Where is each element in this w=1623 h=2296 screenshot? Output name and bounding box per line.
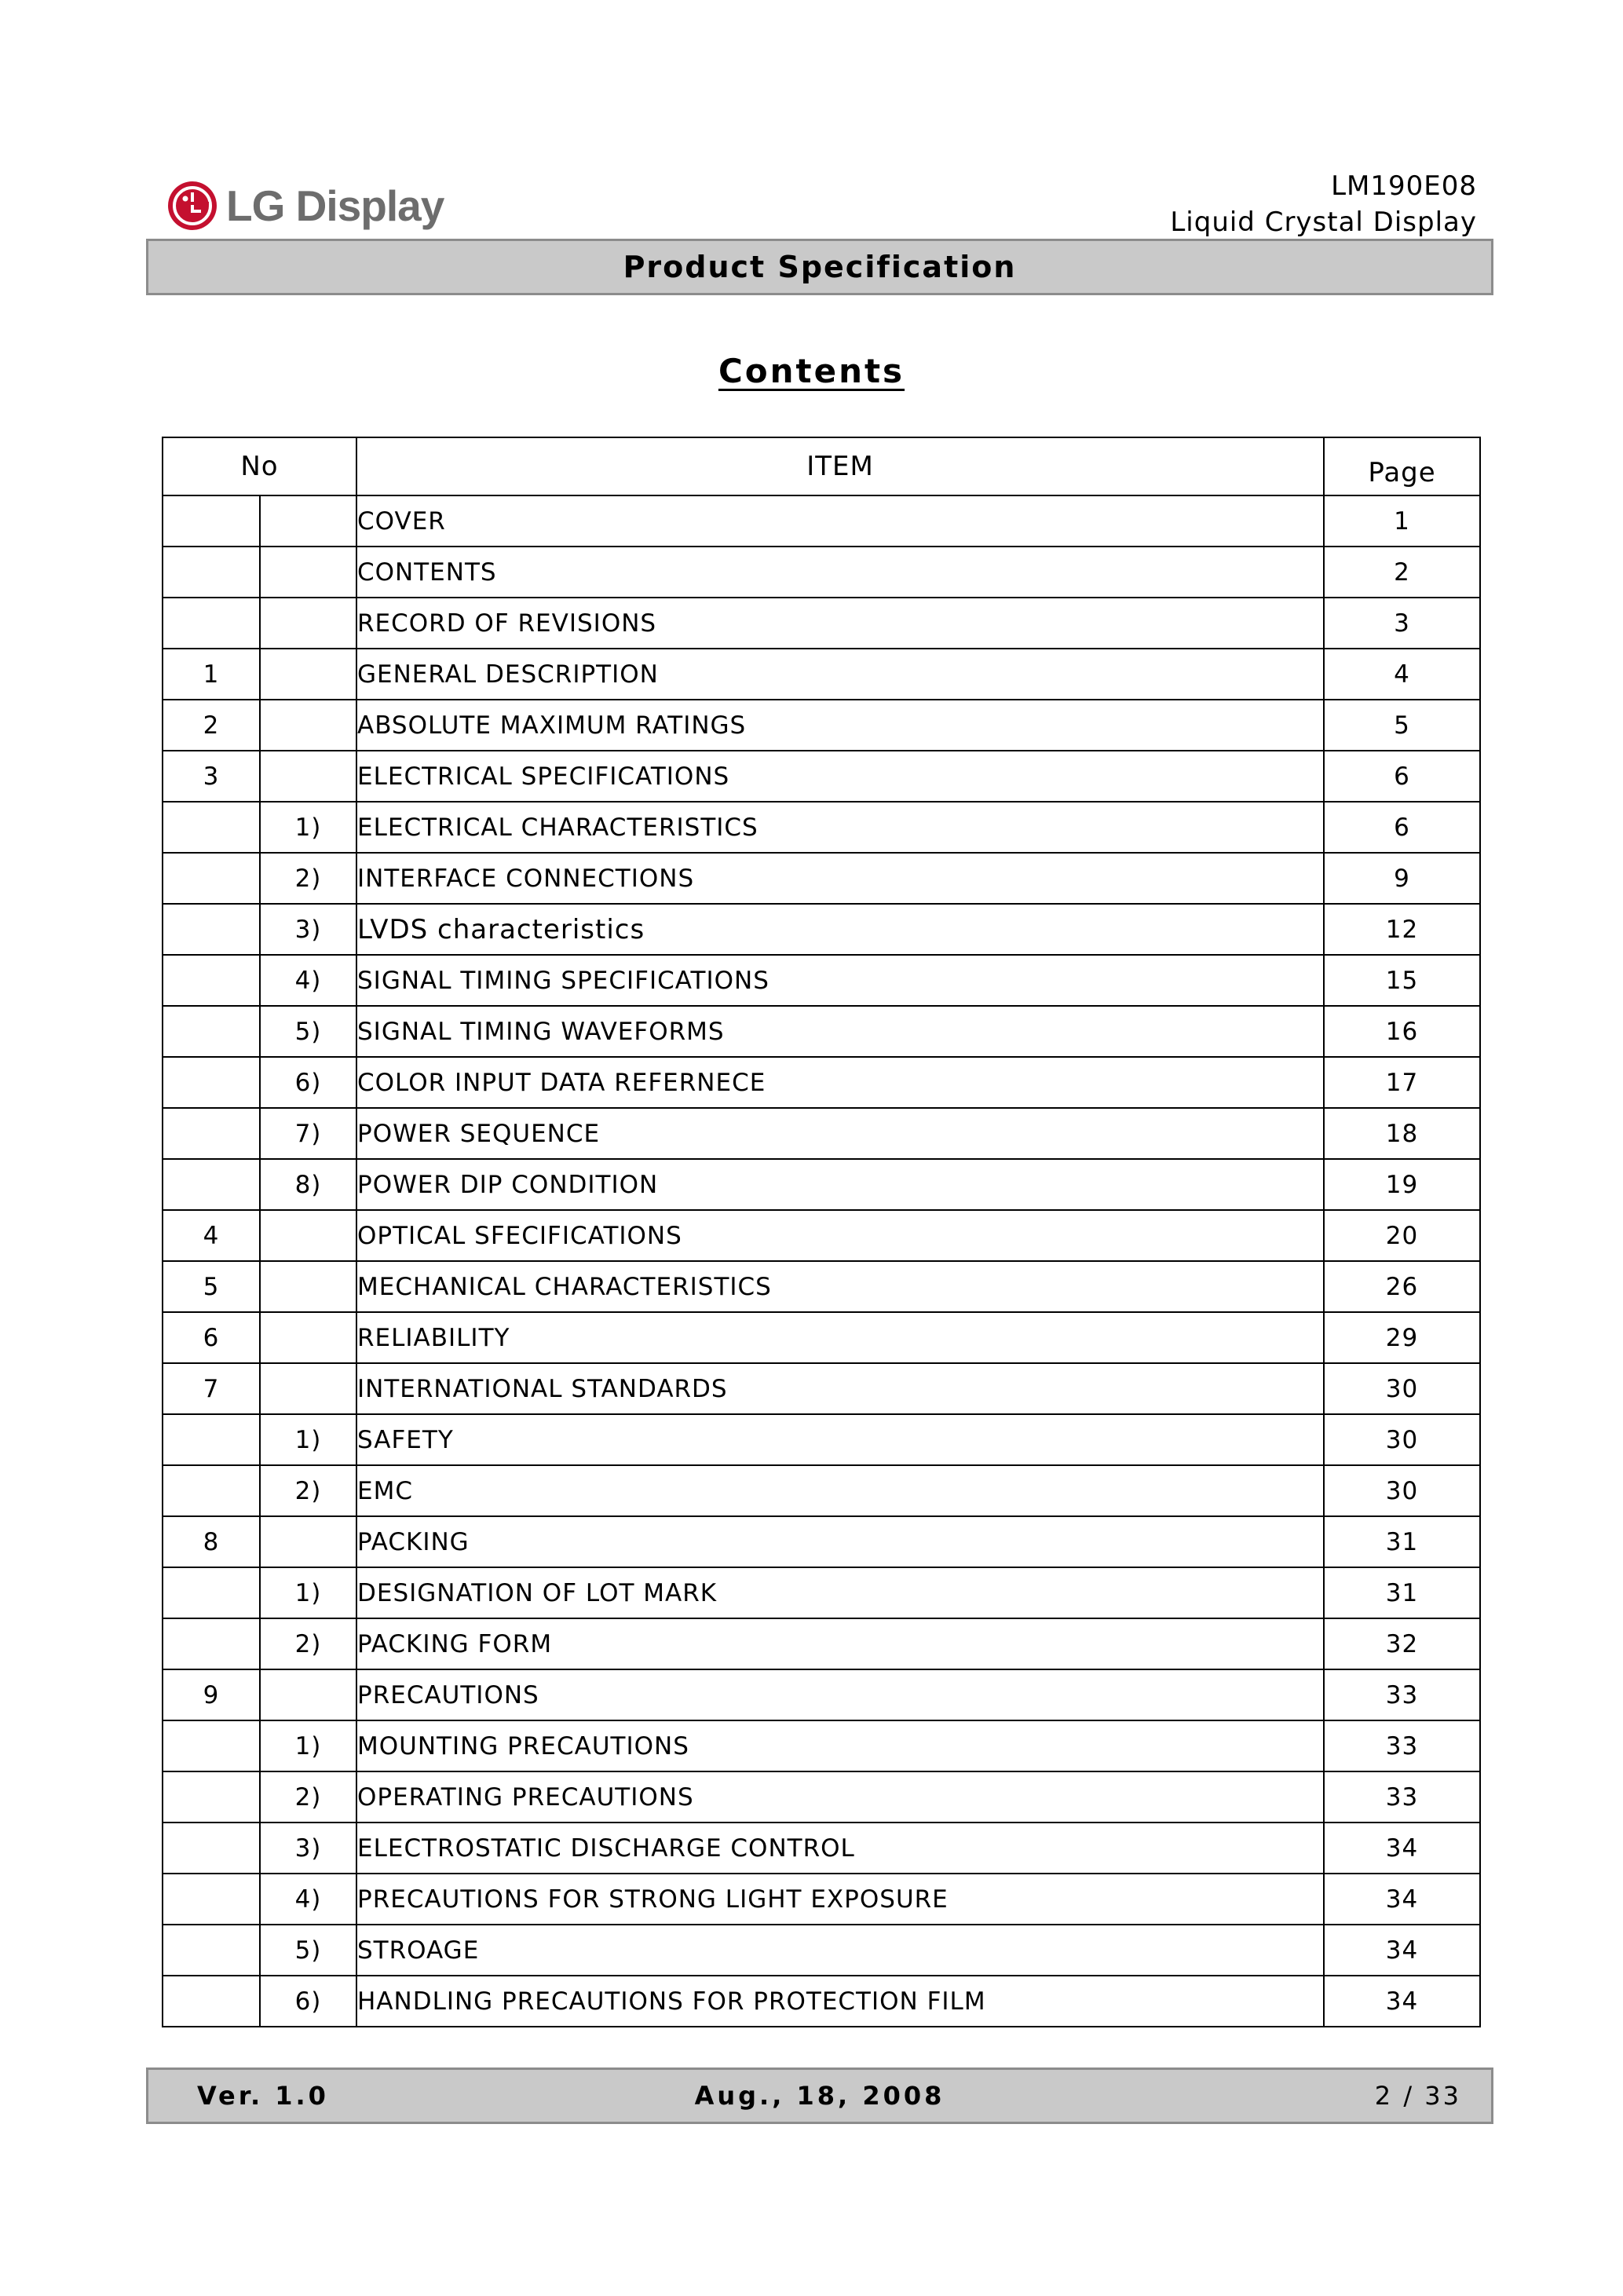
issue-date: Aug., 18, 2008 — [694, 2081, 945, 2111]
row-item-title: POWER DIP CONDITION — [356, 1159, 1324, 1210]
row-page-number: 18 — [1324, 1108, 1480, 1159]
table-row — [163, 802, 1480, 853]
row-item-title: RELIABILITY — [356, 1312, 1324, 1363]
row-item-title: SIGNAL TIMING SPECIFICATIONS — [356, 955, 1324, 1006]
row-item-title: SAFETY — [356, 1414, 1324, 1465]
table-row — [163, 1261, 1480, 1312]
row-subsection-number: 1) — [260, 802, 356, 853]
row-item-title: POWER SEQUENCE — [356, 1108, 1324, 1159]
row-subsection-number: 1) — [260, 1720, 356, 1771]
row-item-title: INTERFACE CONNECTIONS — [356, 853, 1324, 904]
row-section-number — [163, 547, 260, 598]
row-section-number — [163, 1720, 260, 1771]
model-number: LM190E08 — [1331, 170, 1477, 202]
row-section-number: 9 — [163, 1669, 260, 1720]
table-row — [163, 853, 1480, 904]
row-subsection-number — [260, 649, 356, 700]
row-section-number — [163, 1057, 260, 1108]
table-row — [163, 751, 1480, 802]
row-item-title: MOUNTING PRECAUTIONS — [356, 1720, 1324, 1771]
table-row — [163, 1516, 1480, 1567]
row-item-title: CONTENTS — [356, 547, 1324, 598]
lg-display-logo — [166, 174, 444, 237]
header-item: ITEM — [356, 437, 1324, 495]
row-section-number — [163, 1618, 260, 1669]
row-item-title: HANDLING PRECAUTIONS FOR PROTECTION FILM — [356, 1976, 1324, 2027]
table-row — [163, 1618, 1480, 1669]
row-subsection-number — [260, 700, 356, 751]
brand-name: LG Display — [226, 181, 444, 230]
row-section-number — [163, 495, 260, 547]
contents-heading: Contents — [718, 352, 905, 390]
row-item-title: ELECTROSTATIC DISCHARGE CONTROL — [356, 1823, 1324, 1874]
table-row — [163, 955, 1480, 1006]
row-subsection-number: 4) — [260, 1874, 356, 1925]
product-type: Liquid Crystal Display — [1170, 207, 1477, 238]
row-subsection-number — [260, 1669, 356, 1720]
row-subsection-number: 7) — [260, 1108, 356, 1159]
row-page-number: 34 — [1324, 1874, 1480, 1925]
row-subsection-number: 5) — [260, 1925, 356, 1976]
version-label: Ver. 1.0 — [197, 2081, 329, 2111]
row-page-number: 26 — [1324, 1261, 1480, 1312]
table-row — [163, 649, 1480, 700]
lg-face-logo-icon — [166, 180, 218, 232]
table-header-row — [163, 437, 1480, 495]
page-title — [0, 352, 1623, 390]
row-subsection-number: 2) — [260, 853, 356, 904]
row-subsection-number — [260, 598, 356, 649]
row-subsection-number: 6) — [260, 1057, 356, 1108]
row-item-title: MECHANICAL CHARACTERISTICS — [356, 1261, 1324, 1312]
row-section-number: 5 — [163, 1261, 260, 1312]
row-page-number: 30 — [1324, 1414, 1480, 1465]
row-page-number: 34 — [1324, 1976, 1480, 2027]
page-footer-band — [146, 2067, 1493, 2124]
table-row — [163, 598, 1480, 649]
row-item-title: ELECTRICAL CHARACTERISTICS — [356, 802, 1324, 853]
row-section-number — [163, 904, 260, 955]
row-page-number: 19 — [1324, 1159, 1480, 1210]
row-section-number — [163, 598, 260, 649]
table-row — [163, 1669, 1480, 1720]
row-item-title: DESIGNATION OF LOT MARK — [356, 1567, 1324, 1618]
row-item-title: PACKING — [356, 1516, 1324, 1567]
row-item-title: COVER — [356, 495, 1324, 547]
row-page-number: 29 — [1324, 1312, 1480, 1363]
row-subsection-number: 2) — [260, 1465, 356, 1516]
contents-table — [162, 437, 1481, 2027]
row-page-number: 6 — [1324, 751, 1480, 802]
table-row — [163, 1312, 1480, 1363]
table-row — [163, 1108, 1480, 1159]
table-row — [163, 1925, 1480, 1976]
row-item-title: PRECAUTIONS — [356, 1669, 1324, 1720]
row-subsection-number — [260, 1516, 356, 1567]
row-section-number — [163, 1567, 260, 1618]
table-row — [163, 1057, 1480, 1108]
row-page-number: 6 — [1324, 802, 1480, 853]
table-row — [163, 1465, 1480, 1516]
row-subsection-number: 6) — [260, 1976, 356, 2027]
table-row — [163, 1976, 1480, 2027]
row-subsection-number — [260, 547, 356, 598]
row-section-number — [163, 1823, 260, 1874]
row-section-number — [163, 1874, 260, 1925]
row-section-number — [163, 955, 260, 1006]
band-title: Product Specification — [623, 250, 1017, 284]
row-section-number — [163, 1414, 260, 1465]
row-page-number: 3 — [1324, 598, 1480, 649]
table-row — [163, 1159, 1480, 1210]
product-specification-band — [146, 239, 1493, 295]
row-section-number — [163, 802, 260, 853]
table-row — [163, 1823, 1480, 1874]
row-section-number: 7 — [163, 1363, 260, 1414]
document-header-info — [1170, 168, 1477, 240]
row-section-number: 2 — [163, 700, 260, 751]
row-item-title: RECORD OF REVISIONS — [356, 598, 1324, 649]
row-item-title: COLOR INPUT DATA REFERNECE — [356, 1057, 1324, 1108]
row-item-title: SIGNAL TIMING WAVEFORMS — [356, 1006, 1324, 1057]
row-page-number: 12 — [1324, 904, 1480, 955]
table-row — [163, 904, 1480, 955]
row-subsection-number — [260, 495, 356, 547]
row-page-number: 9 — [1324, 853, 1480, 904]
row-item-title: STROAGE — [356, 1925, 1324, 1976]
row-item-title: OPTICAL SFECIFICATIONS — [356, 1210, 1324, 1261]
row-subsection-number — [260, 1210, 356, 1261]
row-item-title: GENERAL DESCRIPTION — [356, 649, 1324, 700]
row-section-number — [163, 1925, 260, 1976]
row-page-number: 16 — [1324, 1006, 1480, 1057]
row-page-number: 31 — [1324, 1567, 1480, 1618]
row-item-title: ABSOLUTE MAXIMUM RATINGS — [356, 700, 1324, 751]
row-subsection-number: 2) — [260, 1618, 356, 1669]
row-section-number: 3 — [163, 751, 260, 802]
table-row — [163, 495, 1480, 547]
row-item-title: EMC — [356, 1465, 1324, 1516]
page-number: 2 / 33 — [1374, 2081, 1461, 2111]
row-section-number — [163, 1006, 260, 1057]
row-page-number: 33 — [1324, 1771, 1480, 1823]
row-page-number: 20 — [1324, 1210, 1480, 1261]
row-page-number: 5 — [1324, 700, 1480, 751]
row-section-number: 1 — [163, 649, 260, 700]
row-subsection-number: 1) — [260, 1567, 356, 1618]
row-section-number: 4 — [163, 1210, 260, 1261]
row-page-number: 33 — [1324, 1720, 1480, 1771]
row-subsection-number — [260, 1261, 356, 1312]
row-item-title: LVDS characteristics — [356, 904, 1324, 955]
row-subsection-number: 4) — [260, 955, 356, 1006]
row-subsection-number: 1) — [260, 1414, 356, 1465]
row-page-number: 33 — [1324, 1669, 1480, 1720]
row-subsection-number: 8) — [260, 1159, 356, 1210]
row-item-title: PRECAUTIONS FOR STRONG LIGHT EXPOSURE — [356, 1874, 1324, 1925]
row-item-title: INTERNATIONAL STANDARDS — [356, 1363, 1324, 1414]
row-page-number: 32 — [1324, 1618, 1480, 1669]
row-item-title: PACKING FORM — [356, 1618, 1324, 1669]
row-page-number: 34 — [1324, 1925, 1480, 1976]
row-subsection-number: 2) — [260, 1771, 356, 1823]
row-page-number: 30 — [1324, 1363, 1480, 1414]
table-row — [163, 547, 1480, 598]
row-section-number — [163, 1108, 260, 1159]
row-page-number: 4 — [1324, 649, 1480, 700]
row-subsection-number — [260, 1363, 356, 1414]
table-row — [163, 1006, 1480, 1057]
table-row — [163, 1567, 1480, 1618]
row-page-number: 30 — [1324, 1465, 1480, 1516]
header-no: No — [163, 437, 356, 495]
row-subsection-number — [260, 751, 356, 802]
row-section-number — [163, 853, 260, 904]
table-row — [163, 1414, 1480, 1465]
row-section-number — [163, 1159, 260, 1210]
row-section-number — [163, 1976, 260, 2027]
table-row — [163, 1874, 1480, 1925]
row-subsection-number: 3) — [260, 904, 356, 955]
table-row — [163, 1720, 1480, 1771]
row-page-number: 31 — [1324, 1516, 1480, 1567]
row-page-number: 2 — [1324, 547, 1480, 598]
row-page-number: 34 — [1324, 1823, 1480, 1874]
row-item-title: ELECTRICAL SPECIFICATIONS — [356, 751, 1324, 802]
row-page-number: 17 — [1324, 1057, 1480, 1108]
row-section-number — [163, 1771, 260, 1823]
table-row — [163, 1210, 1480, 1261]
row-section-number: 6 — [163, 1312, 260, 1363]
row-page-number: 15 — [1324, 955, 1480, 1006]
table-row — [163, 1363, 1480, 1414]
row-section-number: 8 — [163, 1516, 260, 1567]
row-page-number: 1 — [1324, 495, 1480, 547]
row-subsection-number: 3) — [260, 1823, 356, 1874]
table-row — [163, 700, 1480, 751]
row-subsection-number — [260, 1312, 356, 1363]
row-section-number — [163, 1465, 260, 1516]
table-row — [163, 1771, 1480, 1823]
header-page: Page — [1324, 437, 1480, 495]
row-item-title: OPERATING PRECAUTIONS — [356, 1771, 1324, 1823]
row-subsection-number: 5) — [260, 1006, 356, 1057]
